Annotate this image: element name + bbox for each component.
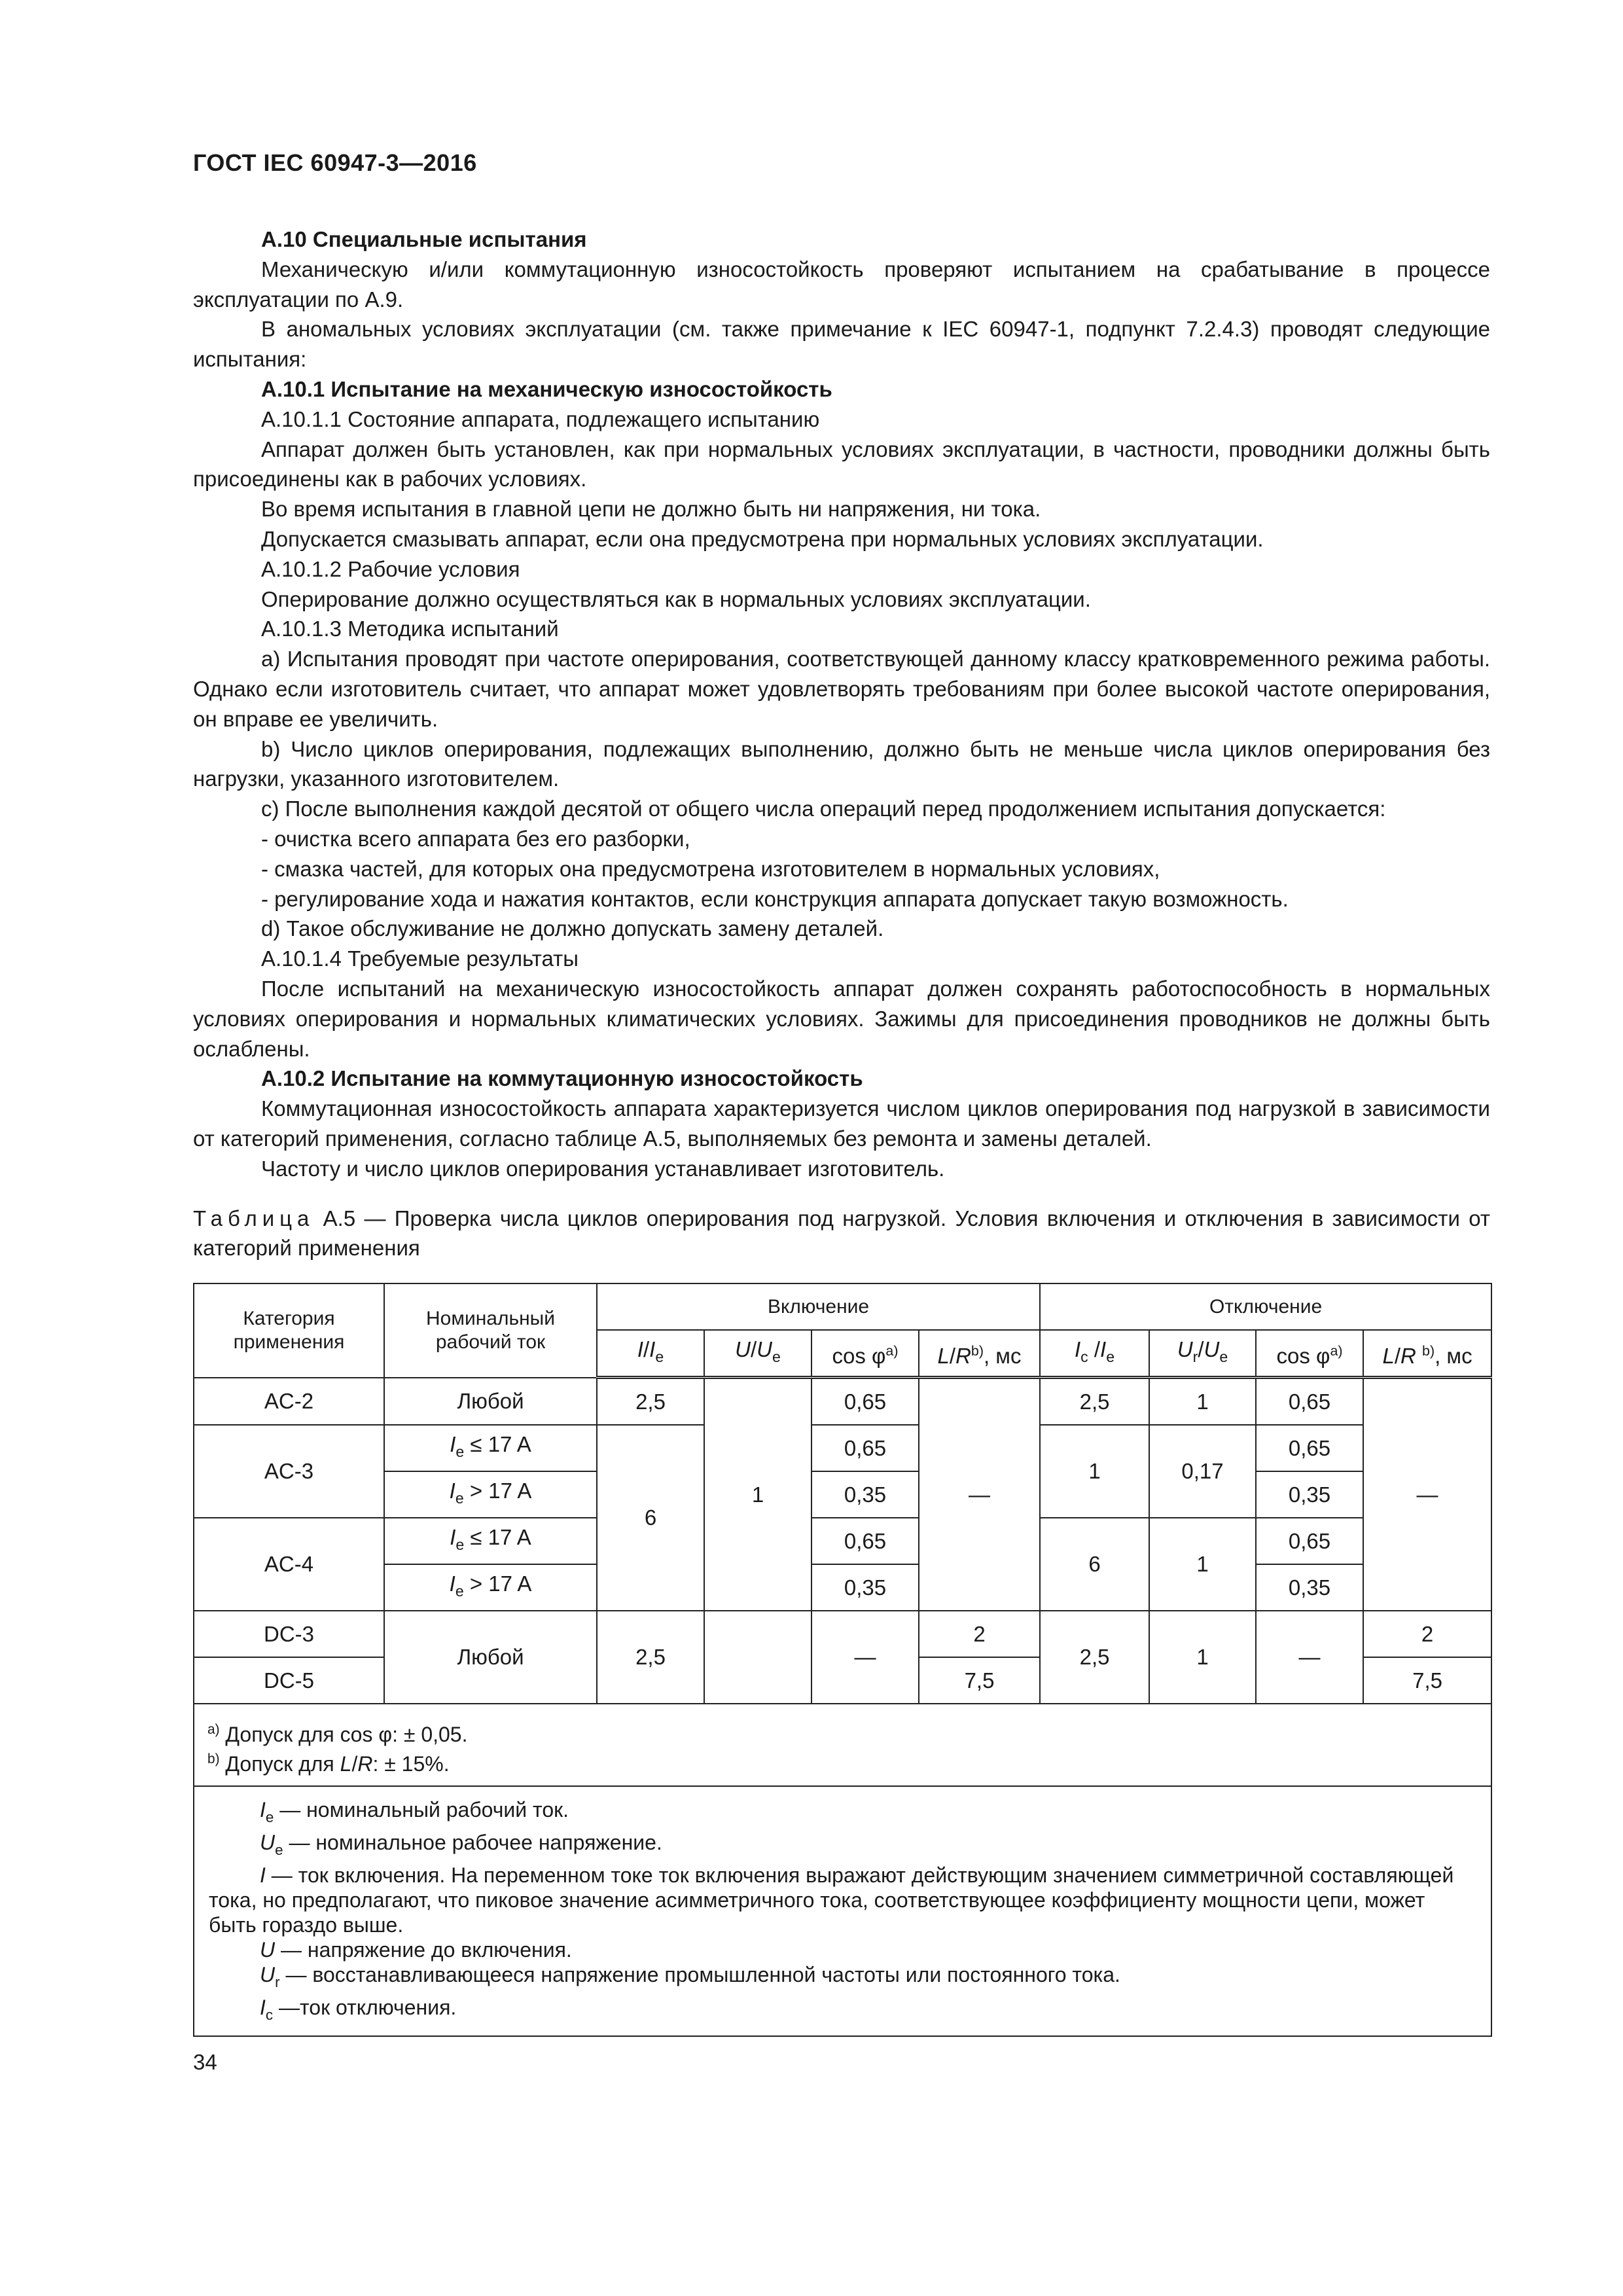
- table-caption: [193, 1204, 1490, 1264]
- cell-lr-off: 2: [1363, 1611, 1491, 1657]
- cell-i-ie: 2,5: [597, 1611, 704, 1704]
- cell-cos-on: 0,35: [812, 1564, 919, 1611]
- header-current: Номинальный рабочий ток: [384, 1283, 597, 1378]
- cell-ur-ue: 1: [1149, 1611, 1256, 1704]
- paragraph: А.10.1.1 Состояние аппарата, подлежащего испытанию: [261, 406, 820, 431]
- cell-ur-ue: 1: [1149, 1378, 1256, 1426]
- body-text: [193, 224, 1490, 1263]
- paragraph: А.10.1.2 Рабочие условия: [261, 556, 520, 581]
- paragraph: d) Такое обслуживание не должно допускать замену деталей.: [261, 916, 884, 941]
- current-condition: ≤ 17 A: [464, 1525, 531, 1549]
- cell-lr-on: 7,5: [919, 1657, 1040, 1704]
- cos-label: cos φ: [832, 1343, 886, 1368]
- header-ur-ue: $U_r/U_e$: [1149, 1330, 1256, 1378]
- cell-category: AC-2: [194, 1378, 384, 1426]
- cell-cos-on: 0,35: [812, 1471, 919, 1518]
- cell-cos-on: 0,65: [812, 1518, 919, 1564]
- legend-ie: $I_e$ — номинальный рабочий ток.: [260, 1798, 569, 1825]
- section-heading: А.10 Специальные испытания: [261, 227, 587, 251]
- header-category: Категория применения: [194, 1283, 384, 1378]
- paragraph: А.10.1.4 Требуемые результаты: [261, 946, 579, 971]
- cell-i-ie: 6: [597, 1425, 704, 1611]
- current-condition: > 17 A: [463, 1571, 532, 1596]
- cell-cos-off: 0,65: [1256, 1518, 1363, 1564]
- list-item: - очистка всего аппарата без его разборки,: [261, 826, 690, 851]
- cell-cos-off: 0,35: [1256, 1564, 1363, 1611]
- cell-ur-ue: 1: [1149, 1518, 1256, 1611]
- cell-current: $I_e \le 17$ A: [384, 1425, 597, 1471]
- cell-cos-on: 0,65: [812, 1425, 919, 1471]
- header-on: Включение: [597, 1283, 1040, 1330]
- paragraph: Допускается смазывать аппарат, если она предусмотрена при нормальных условиях эксплуатации.: [261, 526, 1264, 551]
- paragraph: Во время испытания в главной цепи не должно быть ни напряжения, ни тока.: [261, 497, 1041, 522]
- legend-ur: $U_r$ — восстанавливающееся напряжение промышленной частоты или постоянного тока.: [260, 1963, 1120, 1990]
- header-cos-on: $\cos \varphi^{a)}$: [812, 1330, 919, 1378]
- footnote-b: $^{b)}$ Допуск для L/R: ± 15%.: [207, 1751, 450, 1776]
- legend-u: U — напряжение до включения.: [260, 1938, 572, 1962]
- cell-cos-off: 0,65: [1256, 1378, 1363, 1426]
- cell-ic-ie: 2,5: [1040, 1378, 1149, 1426]
- paragraph: Аппарат должен быть установлен, как при нормальных условиях эксплуатации, в частности, проводники должны быть присоединены как в рабочих условиях.: [193, 437, 1490, 492]
- cell-current: Любой: [384, 1378, 597, 1426]
- document-header: ГОСТ IEC 60947-3—2016: [193, 149, 477, 176]
- table-caption-text: А.5 — Проверка числа циклов оперирования под нагрузкой. Условия включения и отключения в зависимости от категорий применения: [193, 1206, 1490, 1261]
- cell-category: AC-3: [194, 1425, 384, 1518]
- cos-label: cos φ: [1276, 1343, 1330, 1368]
- paragraph: Оперирование должно осуществляться как в нормальных условиях эксплуатации.: [261, 586, 1091, 611]
- current-condition: ≤ 17 A: [464, 1432, 531, 1456]
- cell-cos-off: 0,65: [1256, 1425, 1363, 1471]
- legend-ic: $I_c$ —ток отключения.: [260, 1996, 457, 2023]
- current-condition: > 17 A: [463, 1479, 532, 1503]
- paragraph: В аномальных условиях эксплуатации (см. также примечание к IEC 60947-1, подпункт 7.2.4.3) проводят следующие испытания:: [193, 317, 1490, 372]
- header-lr-off: L/R $^{b)}$, мс: [1363, 1330, 1491, 1378]
- cell-lr-on: 2: [919, 1611, 1040, 1657]
- cell-u-ue: 1: [704, 1378, 812, 1611]
- cell-current: Любой: [384, 1611, 597, 1704]
- cell-ic-ie: 6: [1040, 1518, 1149, 1611]
- footnote-a: $^{a)}$ Допуск для cos φ: ± 0,05.: [207, 1722, 468, 1746]
- cell-ic-ie: 2,5: [1040, 1611, 1149, 1704]
- paragraph: Механическую и/или коммутационную износостойкость проверяют испытанием на срабатывание в процессе эксплуатации по А.9.: [193, 257, 1490, 312]
- paragraph: a) Испытания проводят при частоте оперирования, соответствующей данному классу кратковременного режима работы. Однако если изготовитель считает, что аппарат может удовлетворять требованиям при более высокой частоте оперирования, он вправе ее увеличить.: [193, 647, 1490, 731]
- cell-lr-off: 7,5: [1363, 1657, 1491, 1704]
- cell-u-ue: [704, 1611, 812, 1704]
- paragraph: b) Число циклов оперирования, подлежащих выполнению, должно быть не меньше числа циклов оперирования без нагрузки, указанного изготовителем.: [193, 736, 1490, 791]
- cell-cos-off: 0,35: [1256, 1471, 1363, 1518]
- subsection-heading: А.10.2 Испытание на коммутационную износостойкость: [261, 1066, 863, 1091]
- cell-current: $I_e > 17$ A: [384, 1564, 597, 1611]
- cell-ic-ie: 1: [1040, 1425, 1149, 1518]
- paragraph: Коммутационная износостойкость аппарата характеризуется числом циклов оперирования под нагрузкой в зависимости от категорий применения, согласно таблице А.5, выполняемых без ремонта и замены деталей.: [193, 1096, 1490, 1151]
- page-number: 34: [193, 2050, 217, 2074]
- cell-lr-off: —: [1363, 1378, 1491, 1611]
- header-i-ie: $I/I_e$: [597, 1330, 704, 1378]
- header-lr-on: $L/R^{b)}$, мс: [919, 1330, 1040, 1378]
- table-legend: [194, 1786, 1491, 2036]
- legend-i: I — ток включения. На переменном токе ток включения выражают действующим значением симметричной составляющей тока, но предполагают, что пиковое значение асимметричного тока, соответствующее коэффициенту мощности цепи, может быть гораздо выше.: [209, 1863, 1454, 1937]
- table-footnotes: [194, 1704, 1491, 1786]
- header-off: Отключение: [1040, 1283, 1491, 1330]
- list-item: - смазка частей, для которых она предусмотрена изготовителем в нормальных условиях,: [261, 856, 1160, 881]
- cell-ur-ue: 0,17: [1149, 1425, 1256, 1518]
- header-u-ue: $U/U_e$: [704, 1330, 812, 1378]
- cell-category: AC-4: [194, 1518, 384, 1611]
- list-item: - регулирование хода и нажатия контактов, если конструкция аппарата допускает такую возможность.: [261, 886, 1289, 911]
- header-cos-off: $\cos \varphi^{a)}$: [1256, 1330, 1363, 1378]
- cell-cos-on: —: [812, 1611, 919, 1704]
- lr-unit: , мс: [983, 1343, 1022, 1368]
- cell-lr-on: —: [919, 1378, 1040, 1611]
- table-caption-prefix: Таблица: [193, 1206, 315, 1230]
- paragraph: Частоту и число циклов оперирования устанавливает изготовитель.: [261, 1156, 945, 1181]
- lr-unit: , мс: [1435, 1343, 1472, 1368]
- legend-ue: $U_e$ — номинальное рабочее напряжение.: [260, 1831, 662, 1858]
- cell-current: $I_e \le 17$ A: [384, 1518, 597, 1564]
- cell-cos-on: 0,65: [812, 1378, 919, 1426]
- cell-cos-off: —: [1256, 1611, 1363, 1704]
- cell-i-ie: 2,5: [597, 1378, 704, 1426]
- paragraph: А.10.1.3 Методика испытаний: [261, 617, 559, 641]
- cell-category: DC-5: [194, 1657, 384, 1704]
- header-ic-ie: $I_c$ $/I_e$: [1040, 1330, 1149, 1378]
- paragraph: c) После выполнения каждой десятой от общего числа операций перед продолжением испытания допускается:: [261, 797, 1386, 821]
- paragraph: После испытаний на механическую износостойкость аппарат должен сохранять работоспособность в нормальных условиях оперирования и нормальных климатических условиях. Зажимы для присоединения проводников не должны быть ослаблены.: [193, 976, 1490, 1061]
- subsection-heading: А.10.1 Испытание на механическую износостойкость: [261, 376, 832, 401]
- results-table: [193, 1283, 1492, 2037]
- cell-current: $I_e > 17$ A: [384, 1471, 597, 1518]
- cell-category: DC-3: [194, 1611, 384, 1657]
